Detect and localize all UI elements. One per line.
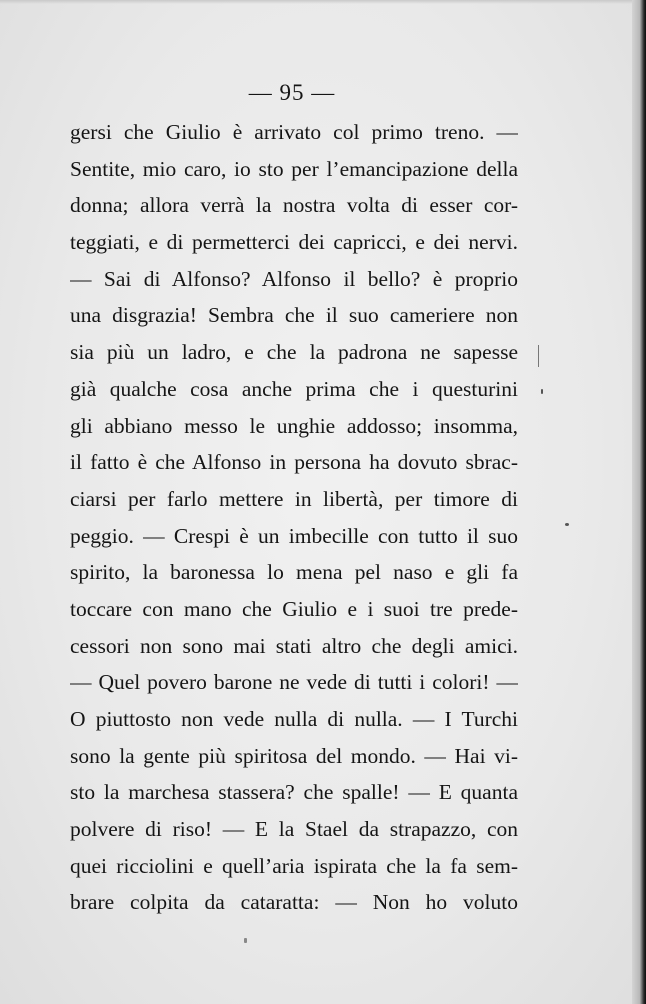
text-line: peggio. — Crespi è un imbecille con tutto il suo bbox=[70, 523, 518, 548]
text-line: — Sai di Alfonso? Alfonso il bello? è proprio bbox=[70, 266, 518, 291]
scan-speck bbox=[541, 389, 543, 394]
pencil-mark bbox=[538, 345, 539, 367]
text-line: brare colpita da cataratta: — Non ho voluto bbox=[70, 890, 518, 915]
body-text bbox=[70, 114, 518, 921]
text-line: donna; allora verrà la nostra volta di esser cor- bbox=[70, 193, 518, 218]
text-line: Sentite, mio caro, io sto per l’emancipazione della bbox=[70, 156, 518, 181]
text-line: gersi che Giulio è arrivato col primo treno. — bbox=[70, 120, 518, 144]
text-line: spirito, la baronessa lo mena pel naso e gli fa bbox=[70, 560, 518, 585]
page-right-edge bbox=[632, 0, 646, 1004]
scan-speck bbox=[244, 938, 247, 943]
page-top-shadow bbox=[0, 0, 646, 4]
text-line: sia più un ladro, e che la padrona ne sapesse bbox=[70, 340, 518, 365]
text-line: sono la gente più spiritosa del mondo. — Hai vi- bbox=[70, 743, 518, 768]
text-line: toccare con mano che Giulio e i suoi tre prede- bbox=[70, 596, 518, 621]
text-line: cessori non sono mai stati altro che degli amici. bbox=[70, 633, 518, 658]
text-line: gli abbiano messo le unghie addosso; insomma, bbox=[70, 413, 518, 438]
text-line: O piuttosto non vede nulla di nulla. — I Turchi bbox=[70, 707, 518, 731]
text-line: il fatto è che Alfonso in persona ha dovuto sbrac- bbox=[70, 450, 518, 475]
scan-speck bbox=[565, 523, 569, 526]
text-line: — Quel povero barone ne vede di tutti i colori! — bbox=[70, 670, 518, 695]
page-number: — 95 — bbox=[248, 80, 336, 105]
text-line: polvere di riso! — E la Stael da strapazzo, con bbox=[70, 817, 518, 842]
text-line: una disgrazia! Sembra che il suo cameriere non bbox=[70, 303, 518, 328]
text-line: teggiati, e di permetterci dei capricci, e dei nervi. bbox=[70, 230, 518, 255]
text-line: già qualche cosa anche prima che i questurini bbox=[70, 376, 518, 401]
text-line: sto la marchesa stassera? che spalle! — E quanta bbox=[70, 780, 518, 805]
text-line: ciarsi per farlo mettere in libertà, per timore di bbox=[70, 486, 518, 511]
text-line: quei ricciolini e quell’aria ispirata che la fa sem- bbox=[70, 853, 518, 878]
